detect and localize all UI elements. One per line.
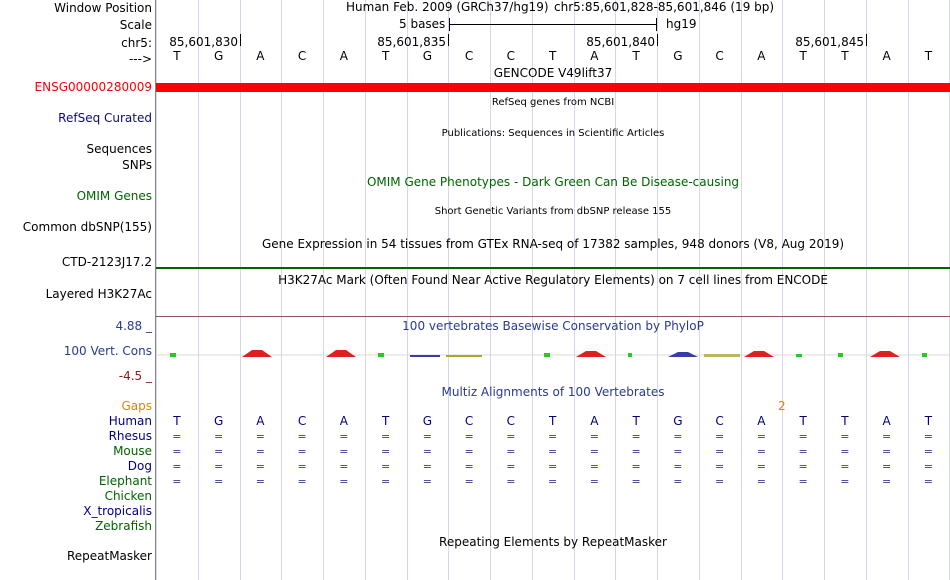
scale-bar bbox=[449, 24, 656, 25]
chr-label: chr5: bbox=[121, 36, 152, 50]
alignment-match: = bbox=[548, 430, 558, 443]
alignment-match: = bbox=[548, 460, 558, 473]
phylop-track-title[interactable]: 100 vertebrates Basewise Conservation by PhyloP bbox=[402, 319, 704, 333]
species-label[interactable]: Zebrafish bbox=[95, 519, 152, 533]
dna-base: G bbox=[213, 49, 224, 63]
dna-base: T bbox=[632, 49, 640, 63]
alignment-match: = bbox=[506, 460, 516, 473]
alignment-match: = bbox=[840, 445, 850, 458]
human-aligned-base: T bbox=[548, 414, 557, 428]
species-label[interactable]: Rhesus bbox=[108, 429, 152, 443]
gencode-track-title[interactable]: GENCODE V49lift37 bbox=[493, 66, 613, 80]
alignment-match: = bbox=[715, 460, 725, 473]
alignment-match: = bbox=[756, 475, 766, 488]
gap-count[interactable]: 2 bbox=[778, 399, 786, 413]
alignment-match: = bbox=[840, 430, 850, 443]
h3k27ac-baseline[interactable] bbox=[156, 316, 950, 317]
dna-base: G bbox=[673, 49, 683, 63]
phylop-mark-10 bbox=[544, 353, 550, 357]
dna-base: A bbox=[590, 49, 599, 63]
human-aligned-base: A bbox=[339, 414, 348, 428]
dna-base: T bbox=[548, 49, 557, 63]
species-label[interactable]: Elephant bbox=[98, 474, 152, 488]
alignment-match: = bbox=[631, 460, 641, 473]
species-label[interactable]: Mouse bbox=[113, 444, 152, 458]
gtex-expression-line[interactable] bbox=[156, 267, 950, 269]
sequences-label[interactable]: Sequences bbox=[86, 142, 152, 156]
phylop-mark-19 bbox=[922, 353, 927, 357]
species-label[interactable]: Dog bbox=[127, 459, 152, 473]
alignment-match: = bbox=[756, 445, 766, 458]
human-aligned-base: C bbox=[297, 414, 307, 428]
alignment-match: = bbox=[339, 430, 349, 443]
publications-track-title[interactable]: Publications: Sequences in Scientific Articles bbox=[441, 128, 665, 139]
phylop-mark-17 bbox=[838, 353, 843, 357]
alignment-match: = bbox=[464, 445, 474, 458]
phylop-mark-6 bbox=[378, 353, 384, 357]
human-aligned-base: T bbox=[381, 414, 390, 428]
omim-genes-label[interactable]: OMIM Genes bbox=[76, 189, 152, 203]
alignment-match: = bbox=[882, 460, 892, 473]
human-aligned-base: G bbox=[422, 414, 433, 428]
human-aligned-base: T bbox=[841, 414, 849, 428]
alignment-match: = bbox=[715, 430, 725, 443]
alignment-match: = bbox=[214, 445, 224, 458]
alignment-match: = bbox=[548, 445, 558, 458]
alignment-match: = bbox=[422, 430, 432, 443]
conservation-track-label[interactable]: 100 Vert. Cons bbox=[63, 344, 152, 358]
repeatmasker-label[interactable]: RepeatMasker bbox=[66, 549, 152, 563]
ruler-coordinate: 85,601,840 bbox=[586, 35, 655, 49]
dna-base: A bbox=[256, 49, 265, 63]
dna-base: T bbox=[381, 49, 390, 63]
gaps-label[interactable]: Gaps bbox=[121, 399, 152, 413]
alignment-match: = bbox=[464, 475, 474, 488]
dna-base: T bbox=[924, 49, 933, 63]
human-aligned-base: G bbox=[673, 414, 683, 428]
multiz-track-title[interactable]: Multiz Alignments of 100 Vertebrates bbox=[441, 385, 665, 399]
alignment-match: = bbox=[464, 460, 474, 473]
ruler-coordinate: 85,601,845 bbox=[795, 35, 864, 49]
alignment-match: = bbox=[381, 460, 391, 473]
alignment-match: = bbox=[756, 460, 766, 473]
alignment-match: = bbox=[255, 475, 265, 488]
ruler-tick bbox=[448, 34, 449, 46]
refseq-track-title[interactable]: RefSeq genes from NCBI bbox=[491, 97, 615, 108]
phylop-conservation-plot[interactable] bbox=[156, 346, 950, 364]
alignment-match: = bbox=[631, 430, 641, 443]
scale-bar-right-cap bbox=[656, 18, 657, 31]
alignment-match: = bbox=[422, 445, 432, 458]
dna-base: A bbox=[757, 49, 766, 63]
refseq-curated-label[interactable]: RefSeq Curated bbox=[58, 111, 152, 125]
alignment-match: = bbox=[381, 430, 391, 443]
alignment-match: = bbox=[882, 445, 892, 458]
dna-base: G bbox=[422, 49, 433, 63]
alignment-match: = bbox=[589, 445, 599, 458]
scale-db: hg19 bbox=[666, 17, 697, 31]
alignment-match: = bbox=[923, 445, 933, 458]
human-aligned-base: T bbox=[632, 414, 640, 428]
ruler-tick bbox=[657, 34, 658, 46]
dna-base: A bbox=[882, 49, 891, 63]
phylop-mark-11 bbox=[576, 351, 606, 357]
human-aligned-base: T bbox=[924, 414, 933, 428]
alignment-match: = bbox=[297, 430, 307, 443]
scale-bar-left-cap bbox=[449, 18, 450, 31]
phylop-mark-12 bbox=[628, 353, 632, 357]
gtex-track-title[interactable]: Gene Expression in 54 tissues from GTEx RNA-seq of 17382 samples, 948 donors (V8, Aug 2019) bbox=[261, 237, 845, 251]
human-aligned-base: T bbox=[799, 414, 807, 428]
dna-base: C bbox=[464, 49, 474, 63]
alignment-match: = bbox=[339, 460, 349, 473]
species-label[interactable]: X_tropicalis bbox=[83, 504, 152, 518]
alignment-match: = bbox=[255, 460, 265, 473]
alignment-match: = bbox=[506, 475, 516, 488]
alignment-match: = bbox=[172, 445, 182, 458]
gencode-gene-label[interactable]: ENSG00000280009 bbox=[34, 80, 152, 94]
gencode-gene-bar[interactable] bbox=[156, 83, 950, 92]
human-aligned-base: A bbox=[757, 414, 766, 428]
species-label[interactable]: Chicken bbox=[104, 489, 152, 503]
conservation-min-label: -4.5 _ bbox=[118, 369, 152, 383]
alignment-match: = bbox=[798, 430, 808, 443]
human-aligned-base: C bbox=[506, 414, 516, 428]
omim-track-title[interactable]: OMIM Gene Phenotypes - Dark Green Can Be Disease-causing bbox=[366, 175, 740, 189]
alignment-match: = bbox=[923, 475, 933, 488]
human-aligned-base: T bbox=[173, 414, 181, 428]
alignment-match: = bbox=[255, 445, 265, 458]
alignment-match: = bbox=[506, 430, 516, 443]
dna-base: C bbox=[506, 49, 516, 63]
scale-label: Scale bbox=[119, 18, 152, 32]
ruler-coordinate: 85,601,830 bbox=[169, 35, 238, 49]
alignment-match: = bbox=[172, 430, 182, 443]
position-title: chr5:85,601,828-85,601,846 (19 bp) bbox=[554, 0, 775, 14]
alignment-match: = bbox=[422, 460, 432, 473]
gtex-gene-label[interactable]: CTD-2123J17.2 bbox=[61, 255, 152, 269]
dna-base: T bbox=[173, 49, 181, 63]
phylop-mark-8 bbox=[446, 355, 482, 357]
scale-text: 5 bases bbox=[399, 17, 446, 31]
human-aligned-base: A bbox=[882, 414, 891, 428]
alignment-match: = bbox=[756, 430, 766, 443]
alignment-match: = bbox=[422, 475, 432, 488]
alignment-match: = bbox=[297, 475, 307, 488]
alignment-match: = bbox=[339, 445, 349, 458]
alignment-match: = bbox=[840, 475, 850, 488]
phylop-mark-14 bbox=[704, 354, 740, 357]
phylop-mark-3 bbox=[242, 350, 272, 357]
alignment-match: = bbox=[715, 445, 725, 458]
alignment-match: = bbox=[923, 460, 933, 473]
ruler-tick bbox=[866, 34, 867, 46]
alignment-match: = bbox=[673, 460, 683, 473]
alignment-match: = bbox=[715, 475, 725, 488]
conservation-max-label: 4.88 _ bbox=[115, 319, 152, 333]
alignment-match: = bbox=[882, 430, 892, 443]
window-position-label: Window Position bbox=[54, 1, 152, 15]
human-aligned-base: C bbox=[464, 414, 474, 428]
alignment-match: = bbox=[798, 445, 808, 458]
repeatmasker-track-title[interactable]: Repeating Elements by RepeatMasker bbox=[439, 535, 667, 549]
snps-label[interactable]: SNPs bbox=[122, 158, 152, 172]
alignment-match: = bbox=[214, 460, 224, 473]
alignment-match: = bbox=[673, 430, 683, 443]
ruler-coordinate: 85,601,835 bbox=[377, 35, 446, 49]
alignment-match: = bbox=[381, 475, 391, 488]
dna-base: A bbox=[339, 49, 348, 63]
alignment-match: = bbox=[172, 460, 182, 473]
dbsnp-track-title[interactable]: Short Genetic Variants from dbSNP release 155 bbox=[434, 206, 672, 217]
alignment-match: = bbox=[589, 475, 599, 488]
alignment-match: = bbox=[798, 475, 808, 488]
phylop-mark-15 bbox=[744, 351, 774, 357]
layered-h3k27ac-label[interactable]: Layered H3K27Ac bbox=[45, 287, 152, 301]
dna-base: T bbox=[799, 49, 807, 63]
alignment-match: = bbox=[381, 445, 391, 458]
alignment-match: = bbox=[255, 430, 265, 443]
human-aligned-base: G bbox=[213, 414, 224, 428]
alignment-match: = bbox=[589, 430, 599, 443]
alignment-match: = bbox=[589, 460, 599, 473]
assembly-title: Human Feb. 2009 (GRCh37/hg19) bbox=[346, 0, 549, 14]
alignment-match: = bbox=[840, 460, 850, 473]
alignment-match: = bbox=[798, 460, 808, 473]
alignment-match: = bbox=[923, 430, 933, 443]
phylop-mark-7 bbox=[410, 355, 440, 357]
phylop-mark-5 bbox=[326, 350, 356, 357]
alignment-match: = bbox=[214, 430, 224, 443]
phylop-mark-18 bbox=[870, 351, 900, 357]
alignment-match: = bbox=[673, 475, 683, 488]
dna-base: T bbox=[841, 49, 849, 63]
dna-base: C bbox=[715, 49, 724, 63]
species-label[interactable]: Human bbox=[108, 414, 152, 428]
phylop-mark-1 bbox=[170, 353, 176, 357]
h3k27ac-track-title[interactable]: H3K27Ac Mark (Often Found Near Active Regulatory Elements) on 7 cell lines from ENCODE bbox=[278, 273, 828, 287]
alignment-match: = bbox=[297, 445, 307, 458]
alignment-match: = bbox=[882, 475, 892, 488]
alignment-match: = bbox=[506, 445, 516, 458]
alignment-match: = bbox=[673, 445, 683, 458]
alignment-match: = bbox=[631, 445, 641, 458]
strand-arrow-label[interactable]: ---> bbox=[128, 52, 152, 66]
track-label-column bbox=[0, 0, 154, 580]
dna-base: C bbox=[297, 49, 307, 63]
human-aligned-base: C bbox=[715, 414, 724, 428]
alignment-match: = bbox=[297, 460, 307, 473]
phylop-mark-16 bbox=[796, 354, 802, 357]
alignment-match: = bbox=[214, 475, 224, 488]
alignment-match: = bbox=[464, 430, 474, 443]
ruler-tick bbox=[240, 34, 241, 46]
alignment-match: = bbox=[631, 475, 641, 488]
alignment-match: = bbox=[339, 475, 349, 488]
alignment-match: = bbox=[548, 475, 558, 488]
alignment-match: = bbox=[172, 475, 182, 488]
human-aligned-base: A bbox=[256, 414, 265, 428]
common-dbsnp-label[interactable]: Common dbSNP(155) bbox=[22, 220, 152, 234]
human-aligned-base: A bbox=[590, 414, 599, 428]
